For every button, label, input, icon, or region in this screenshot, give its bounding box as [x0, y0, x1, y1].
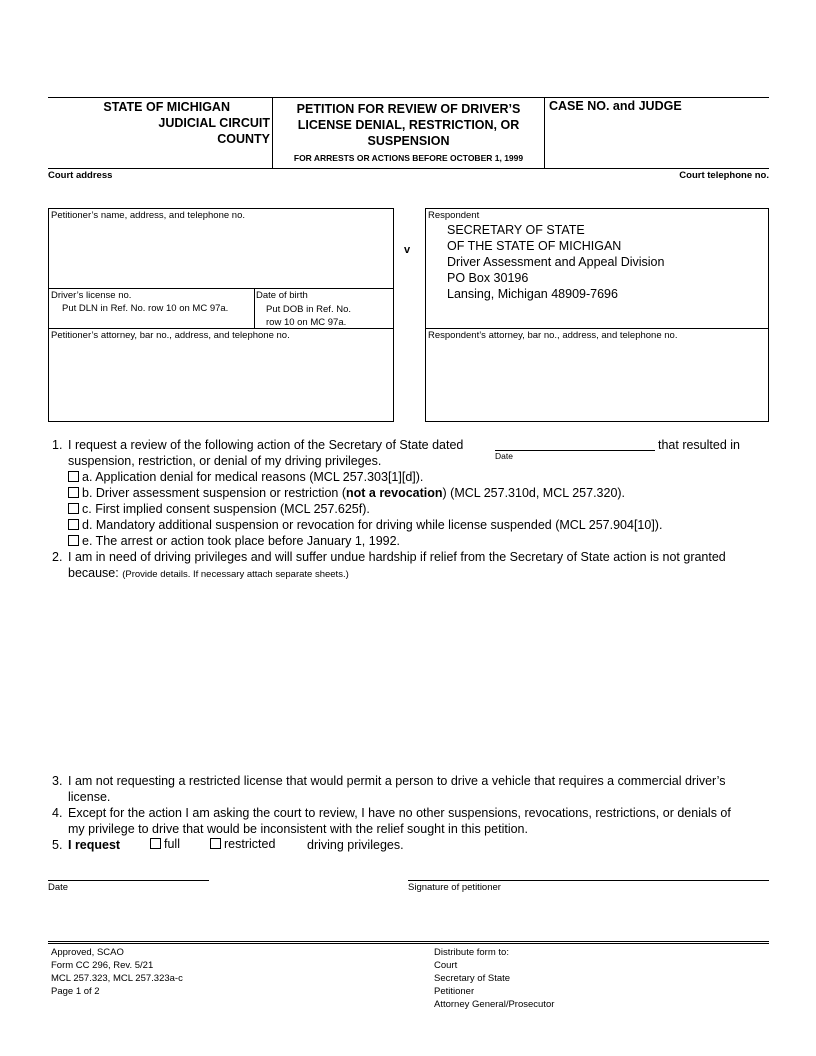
- signature-line[interactable]: [408, 880, 769, 881]
- form-info: [51, 946, 183, 998]
- court-address-label: Court address: [48, 170, 113, 181]
- signature-date-label: Date: [48, 882, 69, 893]
- dob-note: [266, 303, 351, 329]
- because-label: because:: [68, 566, 119, 580]
- dob-note-1: Put DOB in Ref. No.: [266, 304, 352, 315]
- item-1-text: I request a review of the following action of the Secretary of State dated: [68, 438, 464, 452]
- option-b-checkbox[interactable]: [68, 487, 79, 498]
- case-number-label: CASE NO. and JUDGE: [549, 99, 682, 113]
- option-a-label: a. Application denial for medical reasons (MCL 257.303[1][d]).: [82, 470, 424, 484]
- option-c: [68, 501, 370, 517]
- respondent-line-1: SECRETARY OF STATE: [447, 223, 585, 237]
- form-number: Form CC 296, Rev. 5/21: [51, 960, 154, 971]
- respondent-address: [447, 222, 664, 302]
- mcl-reference: MCL 257.323, MCL 257.323a-c: [51, 973, 183, 984]
- item-1-number: 1.: [52, 438, 63, 452]
- option-b: [68, 485, 625, 501]
- option-e-checkbox[interactable]: [68, 535, 79, 546]
- petitioner-name-label: Petitioner’s name, address, and telephone no.: [51, 210, 246, 221]
- respondent-line-4: PO Box 30196: [447, 271, 529, 285]
- circuit-label: JUDICIAL CIRCUIT: [158, 116, 270, 130]
- option-a-checkbox[interactable]: [68, 471, 79, 482]
- respondent-divider: [425, 328, 769, 329]
- respondent-line-2: OF THE STATE OF MICHIGAN: [447, 239, 622, 253]
- option-d: [68, 517, 662, 533]
- option-a: [68, 469, 423, 485]
- item-2-text: I am in need of driving privileges and will suffer undue hardship if relief from the Secretary of State action is not granted: [68, 550, 726, 564]
- restricted-option: [210, 836, 275, 852]
- item-5-end: driving privileges.: [307, 838, 404, 852]
- full-option: [150, 836, 180, 852]
- distribute-petitioner: Petitioner: [434, 986, 475, 997]
- respondent-line-3: Driver Assessment and Appeal Division: [447, 255, 665, 269]
- dob-divider: [254, 288, 255, 328]
- restricted-checkbox[interactable]: [210, 838, 221, 849]
- item-2-because: [68, 565, 349, 583]
- item-3-text: I am not requesting a restricted license that would permit a person to drive a vehicle that requires a commercial driver’s: [68, 774, 726, 788]
- page-number: Page 1 of 2: [51, 986, 100, 997]
- distribute-ag: Attorney General/Prosecutor: [434, 999, 555, 1010]
- drivers-license-label: Driver’s license no.: [51, 290, 132, 301]
- option-d-checkbox[interactable]: [68, 519, 79, 530]
- full-checkbox[interactable]: [150, 838, 161, 849]
- option-d-label: d. Mandatory additional suspension or revocation for driving while license suspended (MCL 257.904[10]).: [82, 518, 663, 532]
- respondent-label: Respondent: [428, 210, 480, 221]
- because-note: (Provide details. If necessary attach separate sheets.): [122, 569, 349, 580]
- header-bottom-rule: [48, 168, 769, 169]
- signature-label: Signature of petitioner: [408, 882, 501, 893]
- item-2-number: 2.: [52, 550, 63, 564]
- option-b-label-end: ) (MCL 257.310d, MCL 257.320).: [442, 486, 626, 500]
- item-5-lead: I request: [68, 838, 121, 852]
- petitioner-attorney-label: Petitioner’s attorney, bar no., address, and telephone no.: [51, 330, 290, 341]
- item-1-line-2: suspension, restriction, or denial of my driving privileges.: [68, 454, 382, 468]
- option-e: [68, 533, 400, 549]
- respondent-line-5: Lansing, Michigan 48909-7696: [447, 287, 618, 301]
- distribute-court: Court: [434, 960, 458, 971]
- option-e-label: e. The arrest or action took place before January 1, 1992.: [82, 534, 401, 548]
- header-top-rule: [48, 97, 769, 98]
- signature-date-line[interactable]: [48, 880, 209, 881]
- county-label: COUNTY: [217, 132, 270, 146]
- petitioner-divider-1: [48, 288, 394, 289]
- action-date-line[interactable]: [495, 450, 655, 451]
- form-subtitle: FOR ARRESTS OR ACTIONS BEFORE OCTOBER 1, 1999: [293, 153, 524, 163]
- restricted-label: restricted: [224, 837, 276, 851]
- respondent-attorney-label: Respondent’s attorney, bar no., address, and telephone no.: [428, 330, 678, 341]
- court-heading: [48, 99, 270, 147]
- option-c-label: c. First implied consent suspension (MCL 257.625f).: [82, 502, 370, 516]
- item-4-text: Except for the action I am asking the court to review, I have no other suspensions, revocations, restrictions, or denials of: [68, 806, 731, 820]
- footer-rule-1: [48, 941, 769, 942]
- court-phone-label: Court telephone no.: [679, 170, 769, 181]
- hardship-details-area[interactable]: [68, 584, 768, 769]
- action-date-label: Date: [495, 451, 513, 461]
- option-c-checkbox[interactable]: [68, 503, 79, 514]
- distribution-list: [434, 946, 554, 1011]
- versus-label: v: [404, 244, 411, 256]
- dob-note-2: row 10 on MC 97a.: [266, 317, 347, 328]
- dob-label: Date of birth: [256, 290, 308, 301]
- item-3-text-2: license.: [68, 790, 111, 804]
- distribute-label: Distribute form to:: [434, 947, 509, 958]
- title-line-1: PETITION FOR REVIEW OF DRIVER’S: [296, 102, 521, 116]
- item-4-number: 4.: [52, 806, 63, 820]
- item-5-number: 5.: [52, 838, 63, 852]
- item-1-text-end: that resulted in: [658, 438, 740, 452]
- drivers-license-note: Put DLN in Ref. No. row 10 on MC 97a.: [62, 303, 229, 314]
- item-4-text-2: my privilege to drive that would be inconsistent with the relief sought in this petition.: [68, 822, 528, 836]
- option-b-label: b. Driver assessment suspension or restriction (: [82, 486, 346, 500]
- item-3-number: 3.: [52, 774, 63, 788]
- distribute-sos: Secretary of State: [434, 973, 511, 984]
- title-line-3: SUSPENSION: [367, 134, 450, 148]
- footer-rule-2: [48, 943, 769, 944]
- header-divider-right: [544, 97, 545, 169]
- approved-label: Approved, SCAO: [51, 947, 124, 958]
- option-b-emphasis: not a revocation: [345, 486, 443, 500]
- title-line-2: LICENSE DENIAL, RESTRICTION, OR: [297, 118, 520, 132]
- state-label: STATE OF MICHIGAN: [103, 100, 230, 114]
- full-label: full: [164, 837, 180, 851]
- form-title: [273, 101, 544, 149]
